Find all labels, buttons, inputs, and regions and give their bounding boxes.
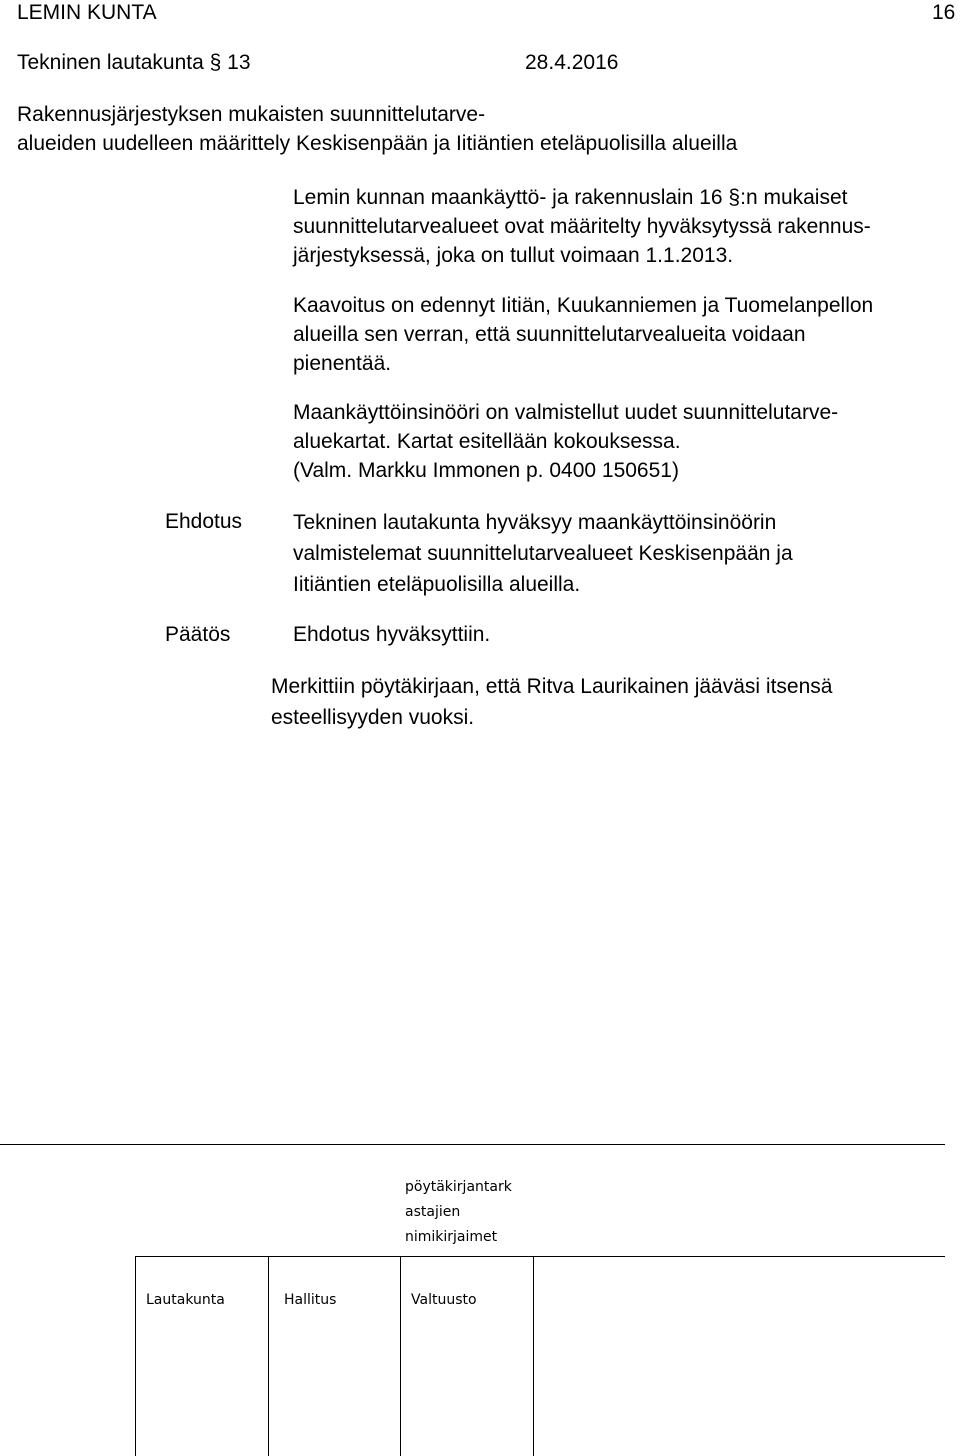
text-line: Lemin kunnan maankäyttö- ja rakennuslain 16 §:n mukaiset (293, 186, 848, 209)
agenda-title-line-2: alueiden uudelleen määrittely Keskisenpään ja Iitiäntien eteläpuolisilla alueilla (17, 132, 738, 155)
text-line: (Valm. Markku Immonen p. 0400 150651) (293, 459, 679, 482)
table-border-col-3 (533, 1256, 534, 1456)
column-lautakunta: Lautakunta (146, 1292, 225, 1308)
text-line: alueilla sen verran, että suunnittelutarvealueita voidaan (293, 323, 806, 346)
text-line: pienentää. (293, 352, 392, 375)
text-line: nimikirjaimet (405, 1229, 498, 1245)
paragraph-preparation (293, 398, 838, 485)
table-top-border (135, 1256, 945, 1257)
text-line: Maankäyttöinsinööri on valmistellut uudet suunnittelutarve- (293, 401, 839, 424)
proposal-label: Ehdotus (165, 510, 243, 533)
paragraph-zoning-progress (293, 291, 873, 378)
text-line: astajien (405, 1204, 461, 1220)
board-meeting: Tekninen lautakunta § 13 (17, 51, 251, 74)
text-line: valmistelemat suunnittelutarvealueet Keskisenpään ja (293, 542, 793, 565)
municipality-name: LEMIN KUNTA (17, 1, 157, 24)
footer-divider (0, 1144, 945, 1145)
text-line: Kaavoitus on edennyt Iitiän, Kuukanniemen ja Tuomelanpellon (293, 294, 874, 317)
decision-text: Ehdotus hyväksyttiin. (293, 623, 491, 646)
text-line: pöytäkirjantark (405, 1179, 512, 1195)
table-border-left (135, 1256, 136, 1456)
text-line: Iitiäntien eteläpuolisilla alueilla. (293, 573, 581, 596)
agenda-title-line-1: Rakennusjärjestyksen mukaisten suunnittelutarve- (17, 103, 486, 126)
recusal-note (271, 671, 832, 733)
text-line: Tekninen lautakunta hyväksyy maankäyttöinsinöörin (293, 511, 777, 534)
signatures-label (405, 1175, 512, 1250)
text-line: suunnittelutarvealueet ovat määritelty hyväksytyssä rakennus- (293, 215, 871, 238)
text-line: Merkittiin pöytäkirjaan, että Ritva Laurikainen jääväsi itsensä (271, 675, 833, 698)
paragraph-background (293, 183, 871, 270)
text-line: esteellisyyden vuoksi. (271, 706, 475, 729)
text-line: aluekartat. Kartat esitellään kokouksessa. (293, 430, 681, 453)
decision-label: Päätös (165, 623, 231, 646)
meeting-date: 28.4.2016 (525, 51, 619, 74)
text-line: järjestyksessä, joka on tullut voimaan 1.1.2013. (293, 244, 734, 267)
table-border-col-2 (400, 1256, 401, 1456)
column-hallitus: Hallitus (284, 1292, 337, 1308)
table-border-col-1 (268, 1256, 269, 1456)
page-number: 16 (932, 1, 956, 24)
column-valtuusto: Valtuusto (411, 1292, 477, 1308)
proposal-text (293, 507, 793, 600)
